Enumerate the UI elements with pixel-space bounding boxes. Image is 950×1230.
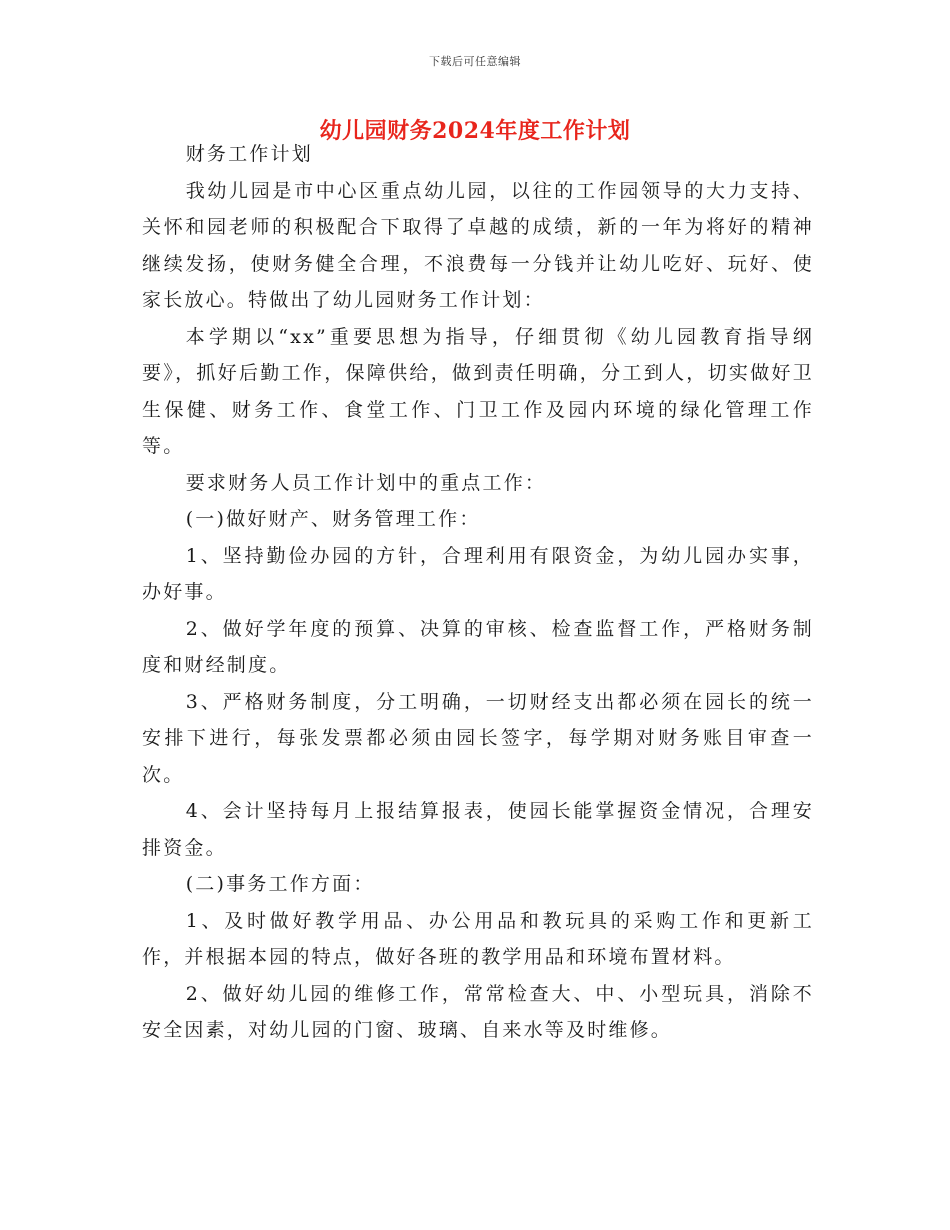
paragraph: 本学期以“xx”重要思想为指导，仔细贯彻《幼儿园教育指导纲要》，抓好后勤工作，保障供给，做到责任明确，分工到人，切实做好卫生保健、财务工作、食堂工作、门卫工作及园内环境的绿化管理工作等。	[142, 325, 814, 457]
subsection-heading: (二)事务工作方面：	[185, 873, 375, 895]
document-body	[142, 136, 814, 1049]
list-item: 4、会计坚持每月上报结算报表，使园长能掌握资金情况，合理安排资金。	[142, 800, 814, 859]
list-item: 2、做好学年度的预算、决算的审核、检查监督工作，严格财务制度和财经制度。	[142, 617, 814, 676]
paragraph: 我幼儿园是市中心区重点幼儿园，以往的工作园领导的大力支持、关怀和园老师的积极配合下取得了卓越的成绩，新的一年为将好的精神继续发扬，使财务健全合理，不浪费每一分钱并让幼儿吃好、玩好、使家长放心。特做出了幼儿园财务工作计划：	[142, 179, 814, 311]
list-item: 3、严格财务制度，分工明确，一切财经支出都必须在园长的统一安排下进行，每张发票都必须由园长签字，每学期对财务账目审查一次。	[142, 690, 814, 786]
document-title: 幼儿园财务2024年度工作计划	[319, 118, 631, 144]
header-note: 下载后可任意编辑	[429, 55, 521, 68]
list-item: 2、做好幼儿园的维修工作，常常检查大、中、小型玩具，消除不安全因素，对幼儿园的门窗、玻璃、自来水等及时维修。	[142, 982, 814, 1041]
subsection-heading: (一)做好财产、财务管理工作：	[185, 508, 481, 530]
paragraph: 要求财务人员工作计划中的重点工作：	[185, 471, 547, 494]
list-item: 1、及时做好教学用品、办公用品和教玩具的采购工作和更新工作，并根据本园的特点，做好各班的教学用品和环境布置材料。	[142, 909, 814, 968]
section-heading: 财务工作计划	[185, 143, 313, 165]
list-item: 1、坚持勤俭办园的方针，合理利用有限资金，为幼儿园办实事，办好事。	[142, 544, 814, 603]
